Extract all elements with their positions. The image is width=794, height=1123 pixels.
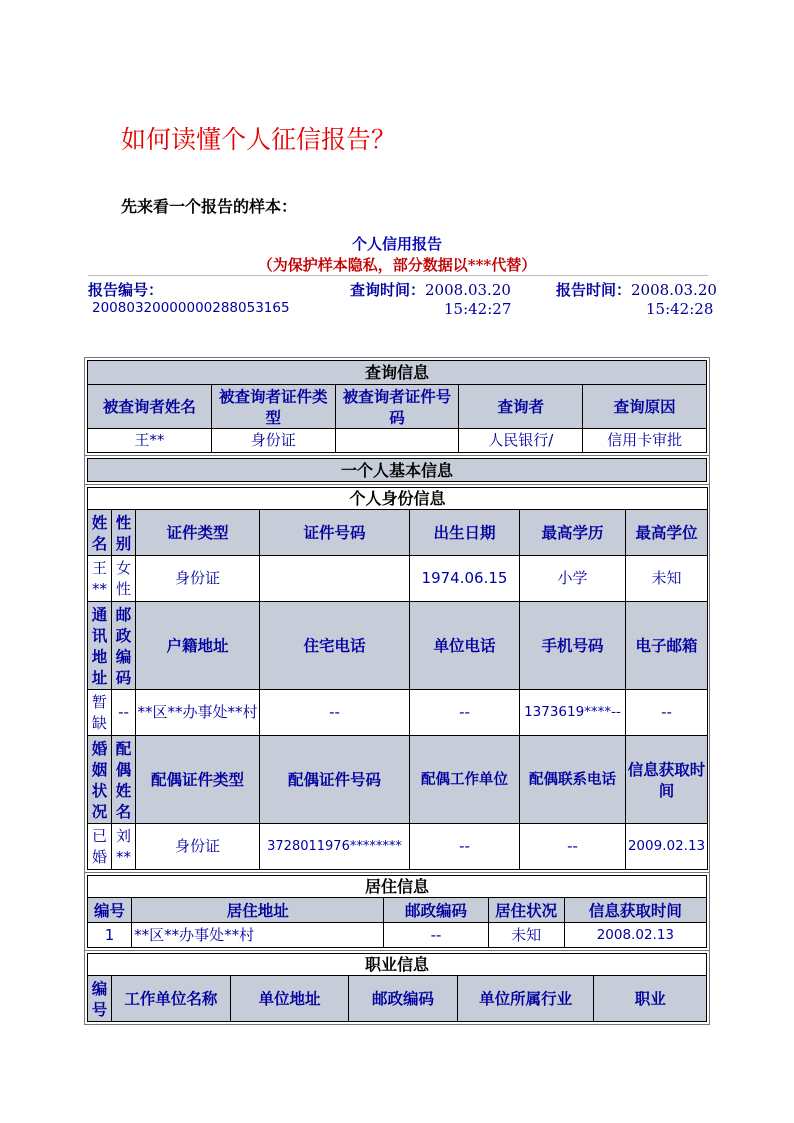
res-h-postcode: 邮政编码 — [384, 898, 488, 923]
job-h-address: 单位地址 — [230, 976, 349, 1022]
basic-info-title: 一个人基本信息 — [88, 459, 707, 482]
id-spouse-phone: -- — [520, 824, 626, 870]
res-h-status: 居住状况 — [488, 898, 564, 923]
query-info-section — [84, 357, 710, 456]
res-h-no: 编号 — [88, 898, 132, 923]
res-h-time: 信息获取时间 — [564, 898, 706, 923]
id-homephone: -- — [260, 690, 410, 736]
basic-title-table — [87, 458, 707, 482]
id-email: -- — [626, 690, 708, 736]
id-h-hukou: 户籍地址 — [136, 602, 260, 690]
report-subtitle: （为保护样本隐私，部分数据以***代替） — [257, 256, 537, 274]
job-h-postcode: 邮政编码 — [349, 976, 458, 1022]
id-spouse-work: -- — [410, 824, 520, 870]
qi-header-name: 被查询者姓名 — [88, 385, 212, 429]
id-h-homephone: 住宅电话 — [260, 602, 410, 690]
intro-text: 先来看一个报告的样本： — [121, 197, 298, 216]
basic-info-section — [84, 455, 710, 485]
residence-title: 居住信息 — [88, 876, 707, 898]
report-number-label: 报告编号： — [88, 281, 164, 299]
res-h-address: 居住地址 — [132, 898, 384, 923]
qi-reason: 信用卡审批 — [583, 429, 707, 453]
job-title: 职业信息 — [88, 954, 707, 976]
id-h-spouse-work: 配偶工作单位 — [410, 736, 520, 824]
qi-header-idno: 被查询者证件号码 — [335, 385, 459, 429]
id-h-edu: 最高学历 — [520, 510, 626, 556]
id-h-idno: 证件号码 — [260, 510, 410, 556]
res-address: **区**办事处**村 — [132, 923, 384, 948]
id-h-spouse-idno: 配偶证件号码 — [260, 736, 410, 824]
id-birth: 1974.06.15 — [410, 556, 520, 602]
id-h-spouse-phone: 配偶联系电话 — [520, 736, 626, 824]
id-marital: 已婚 — [88, 824, 112, 870]
id-h-spouse-idtype: 配偶证件类型 — [136, 736, 260, 824]
report-title: 个人信用报告 — [351, 235, 442, 253]
id-info-time: 2009.02.13 — [626, 824, 708, 870]
id-workphone: -- — [410, 690, 520, 736]
qi-header-querier: 查询者 — [459, 385, 583, 429]
id-h-idtype: 证件类型 — [136, 510, 260, 556]
id-degree: 未知 — [626, 556, 708, 602]
job-h-occupation: 职业 — [594, 976, 707, 1022]
id-name: 王** — [88, 556, 112, 602]
identity-table — [87, 487, 708, 870]
id-spouse-idtype: 身份证 — [136, 824, 260, 870]
id-h-sex: 性别 — [112, 510, 136, 556]
report-divider — [88, 275, 708, 276]
id-h-birth: 出生日期 — [410, 510, 520, 556]
id-h-mobile: 手机号码 — [520, 602, 626, 690]
report-time: 15:42:28 — [646, 300, 714, 318]
res-time: 2008.02.13 — [564, 923, 706, 948]
qi-querier: 人民银行/ — [459, 429, 583, 453]
query-info-table — [87, 360, 707, 453]
page-title: 如何读懂个人征信报告？ — [121, 125, 397, 154]
id-h-degree: 最高学位 — [626, 510, 708, 556]
identity-section — [84, 484, 710, 873]
res-no: 1 — [88, 923, 132, 948]
id-spouse: 刘** — [112, 824, 136, 870]
id-h-spouse: 配偶姓名 — [112, 736, 136, 824]
res-postcode: -- — [384, 923, 488, 948]
query-time: 15:42:27 — [444, 300, 512, 318]
query-info-title: 查询信息 — [88, 361, 707, 385]
job-h-industry: 单位所属行业 — [457, 976, 594, 1022]
query-date: 2008.03.20 — [425, 281, 511, 299]
id-h-info-time: 信息获取时间 — [626, 736, 708, 824]
id-h-email: 电子邮箱 — [626, 602, 708, 690]
qi-idtype: 身份证 — [211, 429, 335, 453]
id-spouse-idno: 3728011976******** — [260, 824, 410, 870]
id-sex: 女性 — [112, 556, 136, 602]
residence-section — [84, 872, 710, 951]
id-idtype: 身份证 — [136, 556, 260, 602]
identity-title: 个人身份信息 — [88, 488, 708, 510]
job-h-employer: 工作单位名称 — [112, 976, 231, 1022]
report-time-label-line: 报告时间：2008.03.20 — [556, 281, 717, 299]
id-hukou: **区**办事处**村 — [136, 690, 260, 736]
id-edu: 小学 — [520, 556, 626, 602]
id-idno — [260, 556, 410, 602]
id-mobile: 1373619****-- — [520, 690, 626, 736]
qi-header-idtype: 被查询者证件类型 — [211, 385, 335, 429]
report-date: 2008.03.20 — [631, 281, 717, 299]
qi-header-reason: 查询原因 — [583, 385, 707, 429]
report-number-value: 20080320000000288053165 — [92, 300, 290, 316]
qi-idno — [335, 429, 459, 453]
report-tables — [84, 357, 710, 1024]
job-table — [87, 953, 707, 1022]
id-h-workphone: 单位电话 — [410, 602, 520, 690]
id-postcode: -- — [112, 690, 136, 736]
qi-name: 王** — [88, 429, 212, 453]
query-time-label-line: 查询时间：2008.03.20 — [350, 281, 511, 299]
job-h-no: 编号 — [88, 976, 112, 1022]
id-h-name: 姓名 — [88, 510, 112, 556]
residence-table — [87, 875, 707, 948]
id-h-postcode: 邮政编码 — [112, 602, 136, 690]
id-address: 暂缺 — [88, 690, 112, 736]
res-status: 未知 — [488, 923, 564, 948]
id-h-marital: 婚姻状况 — [88, 736, 112, 824]
id-h-address: 通讯地址 — [88, 602, 112, 690]
job-section — [84, 950, 710, 1025]
